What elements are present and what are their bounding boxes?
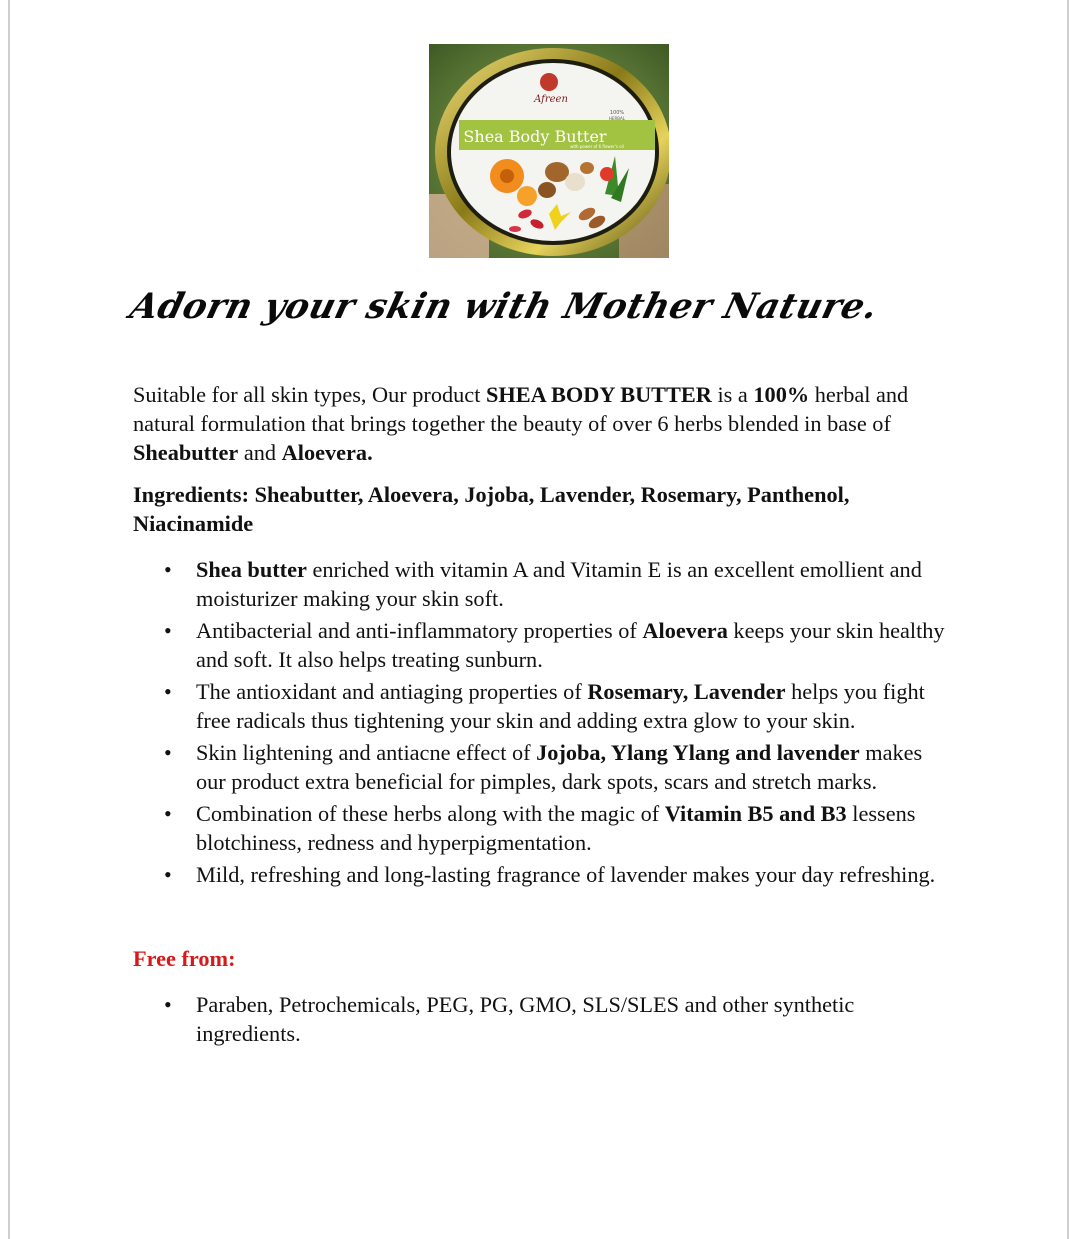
intro-text: and: [238, 440, 282, 465]
jar-badge-line1: 100%: [609, 110, 625, 116]
free-from-heading: Free from:: [133, 946, 236, 971]
page-border-left: [8, 0, 10, 1239]
free-from-item: • Paraben, Petrochemicals, PEG, PG, GMO, SLS/SLES and other synthetic ingredients.: [133, 990, 953, 1048]
ingredients-list: Ingredients: Sheabutter, Aloevera, Jojoba, Lavender, Rosemary, Panthenol, Niacinamide: [133, 482, 850, 536]
intro-product-name: SHEA BODY BUTTER: [485, 382, 712, 407]
product-jar-illustration: [429, 44, 669, 258]
intro-text: herbal and natural formulation that brings together the beauty of over 6 herbs blended in base of: [133, 382, 909, 436]
benefit-item: • Combination of these herbs along with the magic of Vitamin B5 and B3 lessens blotchiness, redness and hyperpigmentation.: [133, 799, 953, 857]
benefit-item: • Antibacterial and anti-inflammatory properties of Aloevera keeps your skin healthy and soft. It also helps treating sunburn.: [133, 616, 953, 674]
free-from-list: [133, 990, 953, 1048]
page-border-right: [1067, 0, 1069, 1239]
intro-aloevera: Aloevera.: [281, 440, 373, 465]
jar-sublabel-text: with power of 6 flower's oil: [570, 144, 624, 149]
tagline-heading: [0, 286, 1078, 327]
description-body: [133, 380, 953, 1051]
intro-paragraph: [133, 380, 953, 467]
benefit-item: • Mild, refreshing and long-lasting fragrance of lavender makes your day refreshing.: [133, 860, 953, 889]
benefits-list: [133, 555, 953, 889]
benefit-item: • The antioxidant and antiaging properties of Rosemary, Lavender helps you fight free radicals thus tightening your skin and adding extra glow to your skin.: [133, 677, 953, 735]
intro-text: Suitable for all skin types, Our product: [133, 382, 486, 407]
brand-logo-icon: [540, 73, 558, 91]
intro-text: is a: [711, 382, 754, 407]
section-spacer: [133, 892, 953, 944]
jar-badge-line2: HERBAL: [608, 116, 626, 121]
benefit-item: • Skin lightening and antiacne effect of Jojoba, Ylang Ylang and lavender makes our product extra beneficial for pimples, dark spots, scars and stretch marks.: [133, 738, 953, 796]
intro-percentage: 100%: [753, 382, 810, 407]
jar-brand-text: Afreen: [534, 94, 568, 105]
intro-sheabutter: Sheabutter: [133, 440, 239, 465]
tagline-text: Adorn your skin with Mother Nature.: [125, 286, 883, 327]
product-image: [429, 44, 669, 258]
benefit-item: • Shea butter enriched with vitamin A and Vitamin E is an excellent emollient and moisturizer making your skin soft.: [133, 555, 953, 613]
jar-label-text: Shea Body Butter: [463, 127, 607, 146]
